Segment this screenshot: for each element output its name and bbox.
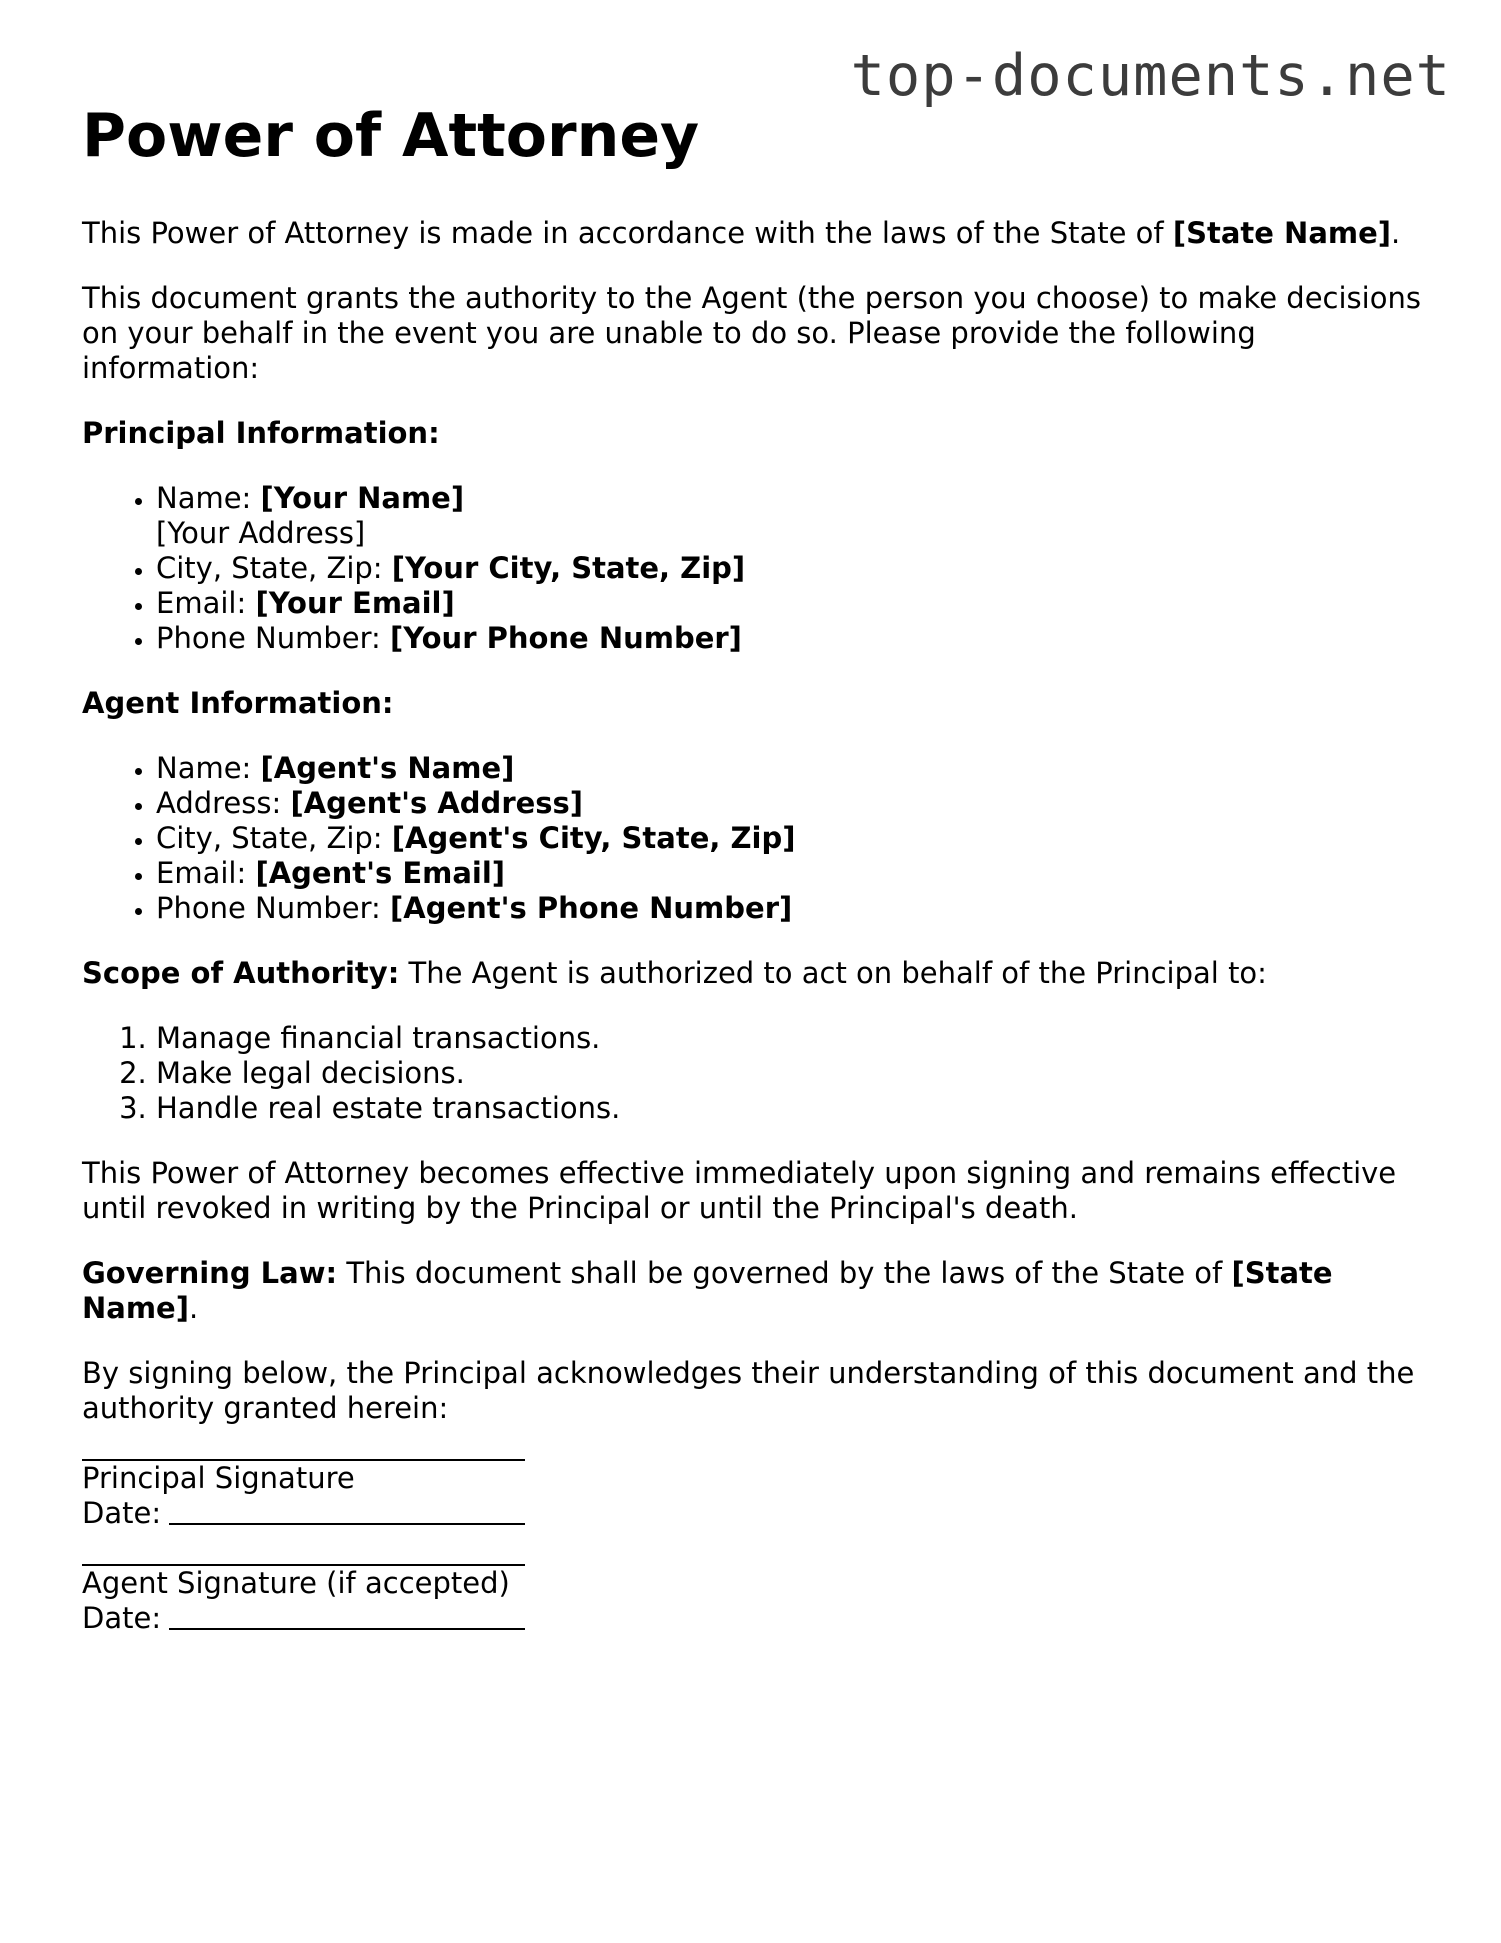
principal-email-item <box>156 586 1422 621</box>
principal-email-label: Email: <box>156 586 256 620</box>
principal-city-label: City, State, Zip: <box>156 551 392 585</box>
principal-heading-text: Principal Information: <box>82 416 440 450</box>
scope-item: 3. Handle real estate transactions. <box>156 1091 1422 1126</box>
agent-item-value: [Agent's Address] <box>290 786 584 820</box>
principal-city-value: [Your City, State, Zip] <box>391 551 746 585</box>
acknowledgement-paragraph: By signing below, the Principal acknowledges their understanding of this document and the authority granted herein: <box>82 1356 1415 1425</box>
effective-paragraph: This Power of Attorney becomes effective immediately upon signing and remains effective until revoked in writing by the Principal or until the Principal's death. <box>82 1156 1397 1225</box>
governing-law-paragraph <box>82 1256 1422 1326</box>
agent-date-label: Date: <box>82 1601 162 1635</box>
scope-heading: Scope of Authority: <box>82 956 400 990</box>
governing-law-end: . <box>188 1291 199 1325</box>
agent-heading-text: Agent Information: <box>82 686 394 720</box>
agent-item-label: Phone Number: <box>156 891 391 925</box>
agent-heading <box>82 686 1422 721</box>
agent-email-item <box>156 856 1422 891</box>
agent-item-value: [Agent's Name] <box>260 751 515 785</box>
principal-city-item <box>156 551 1422 586</box>
agent-signature-block <box>82 1564 1422 1636</box>
agent-address-item <box>156 786 1422 821</box>
scope-item: 2. Make legal decisions. <box>156 1056 1422 1091</box>
scope-item: 1. Manage financial transactions. <box>156 1021 1422 1056</box>
principal-date-label: Date: <box>82 1496 162 1530</box>
agent-item-label: Address: <box>156 786 291 820</box>
agent-list <box>82 751 1422 926</box>
document-title: Power of Attorney <box>82 101 700 171</box>
agent-name-item <box>156 751 1422 786</box>
agent-item-value: [Agent's City, State, Zip] <box>391 821 796 855</box>
principal-email-value: [Your Email] <box>255 586 455 620</box>
principal-date-row <box>82 1496 525 1531</box>
agent-date-line[interactable] <box>169 1628 525 1630</box>
intro-text: This Power of Attorney is made in accordance with the laws of the State of <box>82 216 1173 250</box>
principal-name-value: [Your Name] <box>260 481 465 515</box>
intro-paragraph <box>82 216 1422 251</box>
scope-paragraph <box>82 956 1422 991</box>
principal-address-line: [Your Address] <box>156 516 366 550</box>
agent-item-label: Name: <box>156 751 261 785</box>
principal-phone-value: [Your Phone Number] <box>390 621 742 655</box>
principal-name-item <box>156 481 1422 551</box>
governing-law-heading: Governing Law: <box>82 1256 338 1290</box>
watermark: top-documents.net <box>850 43 1451 109</box>
principal-signature-label: Principal Signature <box>82 1461 355 1495</box>
agent-item-label: City, State, Zip: <box>156 821 392 855</box>
principal-signature-block <box>82 1459 1422 1531</box>
principal-list <box>82 481 1422 656</box>
agent-item-value: [Agent's Phone Number] <box>390 891 793 925</box>
document-body <box>82 216 1422 1636</box>
governing-law-state-placeholder: [State Name] <box>82 1256 1333 1325</box>
agent-signature-label: Agent Signature (if accepted) <box>82 1566 510 1600</box>
agent-item-label: Email: <box>156 856 256 890</box>
principal-phone-item <box>156 621 1422 656</box>
principal-date-line[interactable] <box>169 1523 525 1525</box>
intro-state-placeholder: [State Name] <box>1172 216 1392 250</box>
principal-heading <box>82 416 1422 451</box>
agent-item-value: [Agent's Email] <box>255 856 506 890</box>
intro-end: . <box>1391 216 1401 250</box>
scope-text: The Agent is authorized to act on behalf of the Principal to: <box>399 956 1267 990</box>
grant-paragraph: This document grants the authority to the Agent (the person you choose) to make decisions on your behalf in the event you are unable to do so. Please provide the following information: <box>82 281 1421 385</box>
principal-name-label: Name: <box>156 481 261 515</box>
agent-city-item <box>156 821 1422 856</box>
agent-phone-item <box>156 891 1422 926</box>
scope-list <box>82 1021 1422 1126</box>
governing-law-text: This document shall be governed by the laws of the State of <box>337 1256 1232 1290</box>
agent-date-row <box>82 1601 525 1636</box>
principal-phone-label: Phone Number: <box>156 621 391 655</box>
